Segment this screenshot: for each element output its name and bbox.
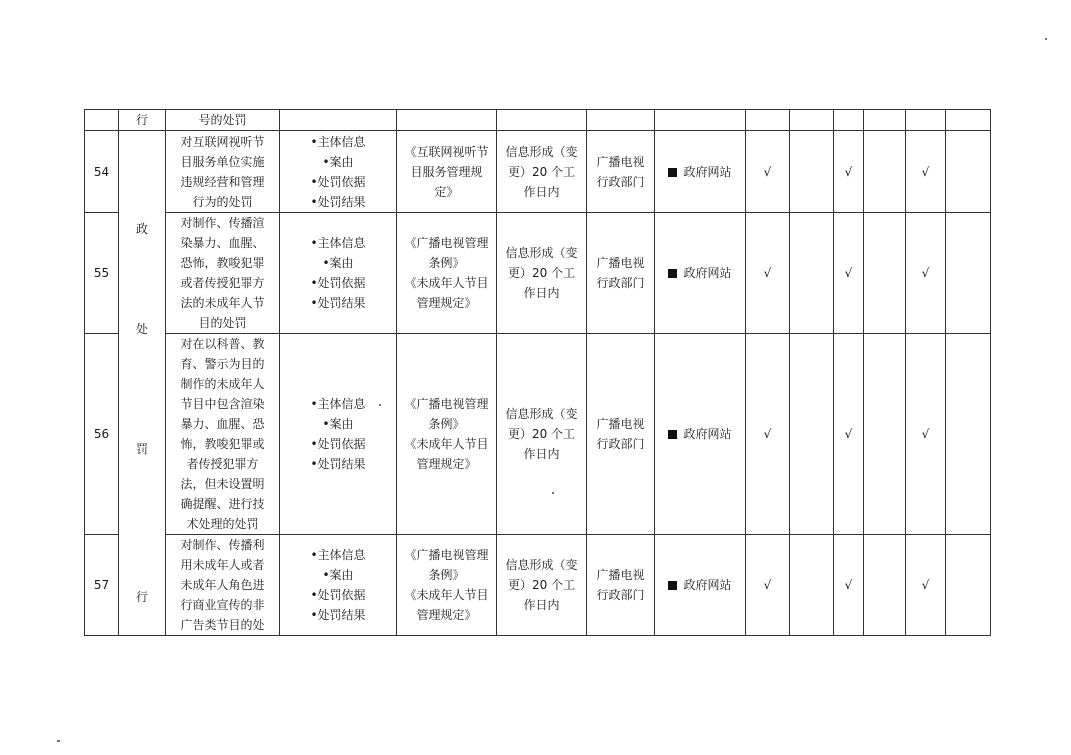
disclosure-content-cell <box>280 213 397 334</box>
basis-line: 定》 <box>434 184 459 199</box>
item-line: 暴力、血腥、恐 <box>180 417 265 431</box>
empty-cell <box>946 110 991 131</box>
content-line: •处罚结果 <box>310 194 366 209</box>
time-line: 更）20 个工 <box>507 164 576 179</box>
check-mark-cell: √ <box>746 213 790 334</box>
disclosure-content-cell <box>280 535 397 636</box>
square-bullet-icon <box>668 168 677 177</box>
basis-line: 《广播电视管理 <box>404 397 489 411</box>
item-line: 违规经营和管理 <box>180 174 265 189</box>
time-line: 作日内 <box>523 286 560 300</box>
channel-label: 政府网站 <box>683 427 732 441</box>
content-line: •案由 <box>322 154 354 169</box>
time-line: 信息形成（变 <box>505 246 578 260</box>
dept-line: 广播电视 <box>596 417 645 431</box>
item-line: 对制作、传播利 <box>180 538 265 552</box>
channel-label: 政府网站 <box>683 164 732 179</box>
disclosure-time-cell <box>497 535 587 636</box>
channel-cell <box>655 535 746 636</box>
time-line: 信息形成（变 <box>505 407 578 421</box>
empty-mark-cell <box>864 334 906 535</box>
disclosure-time-cell <box>497 213 587 334</box>
item-name-cell <box>166 213 280 334</box>
scan-speck <box>57 740 60 742</box>
item-line: 未成年人角色进 <box>180 578 265 592</box>
basis-line: 《未成年人节目 <box>404 276 489 290</box>
item-line: 确提醒、进行技 <box>180 497 265 511</box>
empty-cell <box>906 110 946 131</box>
empty-cell <box>397 110 497 131</box>
table-row <box>85 213 991 334</box>
disclosure-content-cell <box>280 131 397 213</box>
empty-cell <box>746 110 790 131</box>
content-line: •主体信息 <box>310 397 366 411</box>
content-line: •主体信息 <box>310 134 366 149</box>
basis-line: 《未成年人节目 <box>404 588 489 602</box>
row-number: 57 <box>85 535 119 636</box>
time-line: 信息形成（变 <box>505 558 578 572</box>
responsible-dept-cell <box>587 334 655 535</box>
category-char: 罚 <box>135 442 148 456</box>
check-mark-cell: √ <box>906 131 946 213</box>
item-line: 对在以科普、教 <box>180 337 265 351</box>
content-line: •主体信息 <box>310 548 366 562</box>
item-line: 法，但未设置明 <box>180 477 265 491</box>
check-mark-cell: √ <box>834 131 864 213</box>
channel-label: 政府网站 <box>683 578 732 592</box>
empty-cell <box>790 110 834 131</box>
empty-mark-cell <box>946 213 991 334</box>
check-mark-cell: √ <box>746 334 790 535</box>
item-line: 术处理的处罚 <box>186 517 259 531</box>
item-line: 对互联网视听节 <box>180 134 265 149</box>
empty-mark-cell <box>864 535 906 636</box>
empty-cell <box>655 110 746 131</box>
empty-cell <box>497 110 587 131</box>
num-cell <box>85 110 119 131</box>
dept-line: 广播电视 <box>596 256 645 270</box>
item-line: 怖，教唆犯罪或 <box>180 437 265 451</box>
dept-line: 广播电视 <box>596 568 645 582</box>
check-mark-cell: √ <box>746 131 790 213</box>
table-row <box>85 334 991 535</box>
dept-line: 行政部门 <box>596 276 645 290</box>
empty-mark-cell <box>946 334 991 535</box>
item-name-cell <box>166 334 280 535</box>
item-line: 对制作、传播渲 <box>180 216 265 230</box>
channel-label: 政府网站 <box>683 266 732 280</box>
content-line: •处罚结果 <box>310 457 366 471</box>
time-line: 更）20 个工 <box>507 427 576 441</box>
empty-mark-cell <box>790 213 834 334</box>
empty-mark-cell <box>790 131 834 213</box>
category-char: 政 <box>135 222 148 236</box>
responsible-dept-cell <box>587 131 655 213</box>
empty-mark-cell <box>864 131 906 213</box>
responsible-dept-cell <box>587 535 655 636</box>
responsible-dept-cell <box>587 213 655 334</box>
basis-line: 条例》 <box>428 417 465 431</box>
item-line: 染暴力、血腥、 <box>180 236 265 250</box>
square-bullet-icon <box>668 581 677 590</box>
item-line: 法的未成年人节 <box>180 296 265 310</box>
row-number: 54 <box>85 131 119 213</box>
item-name-cell: 号的处罚 <box>166 110 280 131</box>
table-row <box>85 131 991 213</box>
category-column <box>119 131 166 636</box>
legal-basis-cell <box>397 213 497 334</box>
item-line: 或者传授犯罪方 <box>180 276 265 290</box>
item-line: 制作的未成年人 <box>180 377 265 391</box>
check-mark-cell: √ <box>834 334 864 535</box>
basis-line: 管理规定》 <box>416 457 477 471</box>
empty-mark-cell <box>946 535 991 636</box>
empty-mark-cell <box>864 213 906 334</box>
row-number: 55 <box>85 213 119 334</box>
basis-line: 《互联网视听节 <box>404 144 489 159</box>
item-name-cell <box>166 131 280 213</box>
time-line: 更）20 个工 <box>507 266 576 280</box>
dept-line: 行政部门 <box>596 588 645 602</box>
item-line: 者传授犯罪方 <box>186 457 259 471</box>
category-cell: 行 <box>119 110 166 131</box>
basis-line: 条例》 <box>428 256 465 270</box>
check-mark-cell: √ <box>834 213 864 334</box>
square-bullet-icon <box>668 269 677 278</box>
item-name-cell <box>166 535 280 636</box>
time-line: 作日内 <box>523 184 560 199</box>
check-mark-cell: √ <box>746 535 790 636</box>
empty-mark-cell <box>790 535 834 636</box>
item-line: 目的处罚 <box>198 316 247 330</box>
time-line: 信息形成（变 <box>505 144 578 159</box>
item-line: 行为的处罚 <box>192 194 253 209</box>
disclosure-time-cell <box>497 334 587 535</box>
disclosure-time-cell <box>497 131 587 213</box>
content-line: •案由 <box>322 568 354 582</box>
dept-line: 广播电视 <box>596 154 645 169</box>
content-line: •主体信息 <box>310 236 366 250</box>
check-mark-cell: √ <box>906 535 946 636</box>
item-line: 育、警示为目的 <box>180 357 265 371</box>
legal-basis-cell <box>397 334 497 535</box>
category-char: 处 <box>135 322 148 336</box>
dept-line: 行政部门 <box>596 174 645 189</box>
scan-speck <box>552 492 554 494</box>
row-number: 56 <box>85 334 119 535</box>
channel-cell <box>655 213 746 334</box>
basis-line: 《未成年人节目 <box>404 437 489 451</box>
content-line: •处罚结果 <box>310 608 366 622</box>
empty-mark-cell <box>946 131 991 213</box>
channel-cell <box>655 334 746 535</box>
disclosure-content-cell <box>280 334 397 535</box>
item-line: 用未成年人或者 <box>180 558 265 572</box>
scan-speck <box>1045 38 1047 40</box>
content-line: •处罚依据 <box>310 588 366 602</box>
time-line: 作日内 <box>523 447 560 461</box>
content-line: •处罚结果 <box>310 296 366 310</box>
content-line: •处罚依据 <box>310 276 366 290</box>
content-line: •案由 <box>322 256 354 270</box>
check-mark-cell: √ <box>834 535 864 636</box>
item-line: 节目中包含渲染 <box>180 397 265 411</box>
empty-cell <box>864 110 906 131</box>
time-line: 作日内 <box>523 598 560 612</box>
content-line: •案由 <box>322 417 354 431</box>
basis-line: 《广播电视管理 <box>404 548 489 562</box>
empty-cell <box>280 110 397 131</box>
item-line: 恐怖，教唆犯罪 <box>180 256 265 270</box>
empty-cell <box>587 110 655 131</box>
time-line: 更）20 个工 <box>507 578 576 592</box>
continued-header-row <box>85 110 991 131</box>
dept-line: 行政部门 <box>596 437 645 451</box>
category-char: 行 <box>135 590 148 604</box>
content-line: •处罚依据 <box>310 437 366 451</box>
basis-line: 目服务管理规 <box>410 164 483 179</box>
basis-line: 条例》 <box>428 568 465 582</box>
table-row <box>85 535 991 636</box>
basis-line: 管理规定》 <box>416 296 477 310</box>
item-line: 目服务单位实施 <box>180 154 265 169</box>
disclosure-table <box>84 109 991 636</box>
empty-cell <box>834 110 864 131</box>
basis-line: 管理规定》 <box>416 608 477 622</box>
item-line: 广告类节目的处 <box>180 618 265 632</box>
basis-line: 《广播电视管理 <box>404 236 489 250</box>
legal-basis-cell <box>397 131 497 213</box>
check-mark-cell: √ <box>906 213 946 334</box>
scan-speck <box>379 404 381 406</box>
empty-mark-cell <box>790 334 834 535</box>
square-bullet-icon <box>668 430 677 439</box>
check-mark-cell: √ <box>906 334 946 535</box>
legal-basis-cell <box>397 535 497 636</box>
channel-cell <box>655 131 746 213</box>
content-line: •处罚依据 <box>310 174 366 189</box>
item-line: 行商业宣传的非 <box>180 598 265 612</box>
